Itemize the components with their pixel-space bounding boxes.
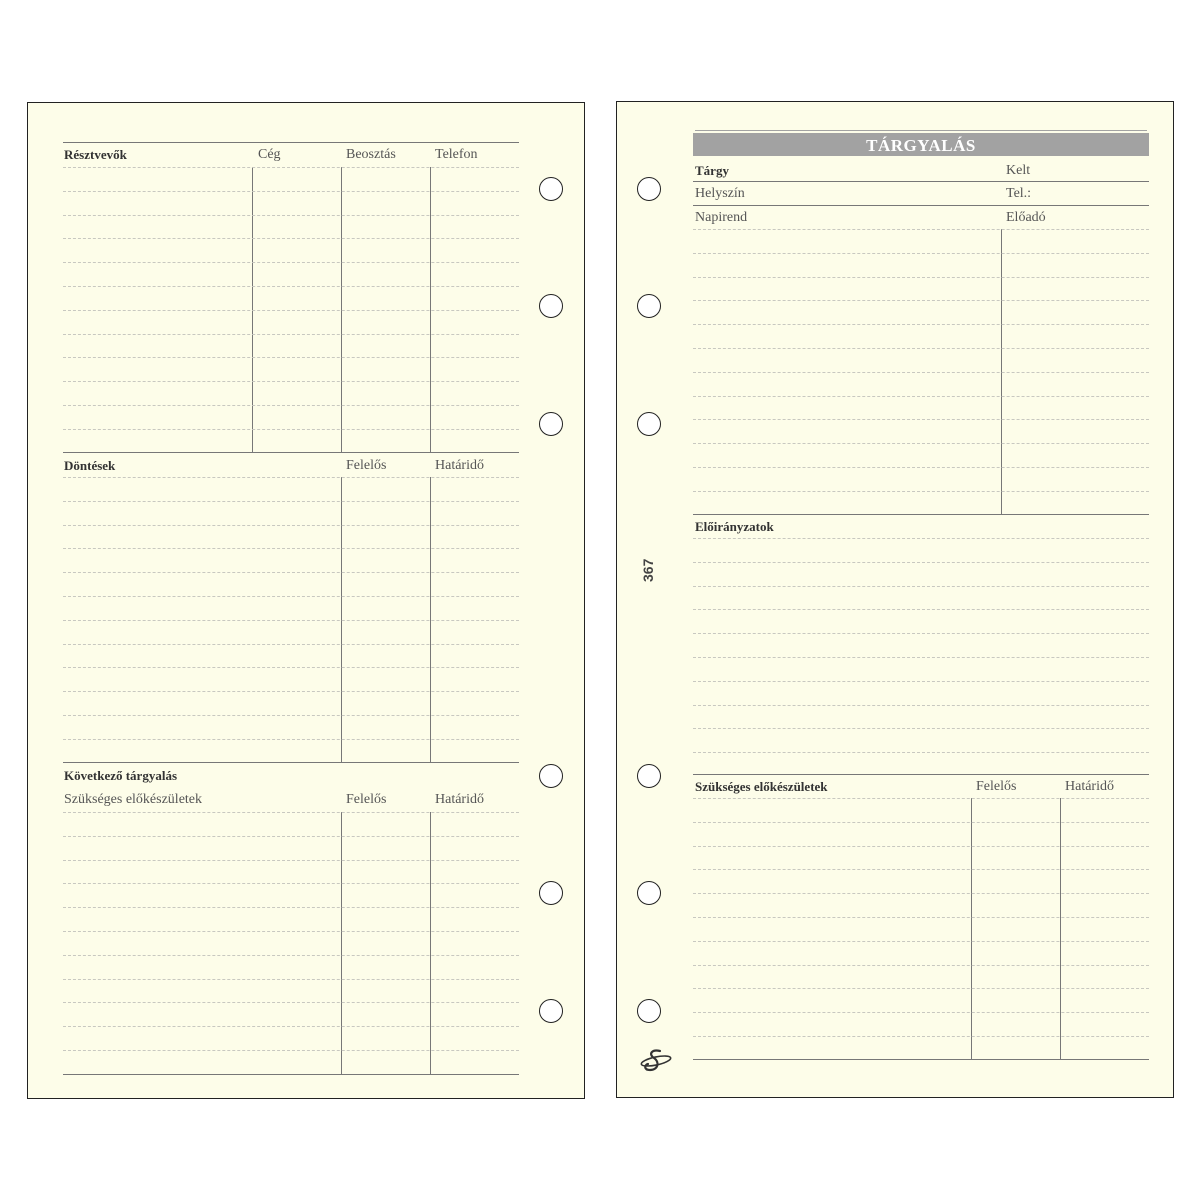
- writing-line: [693, 705, 1149, 706]
- right-page-bottom-rule: [693, 1059, 1149, 1060]
- writing-line: [63, 334, 519, 335]
- next-meeting-divider-1: [341, 812, 342, 1074]
- writing-line: [63, 667, 519, 668]
- writing-line: [63, 215, 519, 216]
- writing-line: [693, 586, 1149, 587]
- writing-line: [63, 429, 519, 430]
- writing-line: [693, 443, 1149, 444]
- writing-line: [693, 300, 1149, 301]
- writing-line: [693, 324, 1149, 325]
- writing-line: [63, 477, 519, 478]
- location-label: Helyszín: [695, 186, 745, 201]
- writing-line: [63, 548, 519, 549]
- writing-line: [693, 277, 1149, 278]
- writing-line: [693, 491, 1149, 492]
- writing-line: [63, 860, 519, 861]
- writing-line: [63, 979, 519, 980]
- writing-line: [693, 846, 1149, 847]
- writing-line: [63, 955, 519, 956]
- next-meeting-subheading: Szükséges előkészületek: [64, 792, 203, 807]
- writing-line: [63, 596, 519, 597]
- writing-line: [693, 229, 1149, 230]
- writing-line: [693, 633, 1149, 634]
- writing-line: [693, 657, 1149, 658]
- writing-line: [63, 238, 519, 239]
- meeting-title-bar: [693, 133, 1149, 156]
- right-planner-sheet: [616, 101, 1174, 1098]
- writing-line: [63, 836, 519, 837]
- writing-line: [63, 381, 519, 382]
- writing-line: [63, 405, 519, 406]
- next-meeting-col-responsible: Felelős: [346, 792, 387, 807]
- writing-line: [693, 609, 1149, 610]
- writing-line: [693, 419, 1149, 420]
- writing-line: [693, 798, 1149, 799]
- right-sheet-hole: [637, 999, 661, 1023]
- writing-line: [63, 739, 519, 740]
- writing-line: [693, 965, 1149, 966]
- next-meeting-heading: Következő tárgyalás: [64, 768, 178, 783]
- writing-line: [693, 893, 1149, 894]
- writing-line: [693, 988, 1149, 989]
- writing-line: [63, 357, 519, 358]
- writing-line: [63, 310, 519, 311]
- writing-line: [693, 1012, 1149, 1013]
- right-sheet-hole: [637, 177, 661, 201]
- right-sheet-hole: [637, 764, 661, 788]
- decisions-col-deadline: Határidő: [435, 458, 484, 473]
- writing-line: [63, 1026, 519, 1027]
- participants-heading: Résztvevők: [64, 147, 127, 162]
- writing-line: [693, 681, 1149, 682]
- agenda-bottom-rule: [693, 514, 1149, 515]
- writing-line: [63, 501, 519, 502]
- phone-label: Tel.:: [1006, 186, 1032, 201]
- writing-line: [63, 620, 519, 621]
- left-sheet-hole: [539, 999, 563, 1023]
- writing-line: [693, 728, 1149, 729]
- writing-line: [693, 752, 1149, 753]
- presenter-label: Előadó: [1006, 210, 1046, 225]
- right-sheet-hole: [637, 294, 661, 318]
- writing-line: [63, 644, 519, 645]
- preparations-divider-2: [1060, 798, 1061, 1059]
- participants-col-phone: Telefon: [435, 147, 478, 162]
- writing-line: [693, 538, 1149, 539]
- left-sheet-hole: [539, 412, 563, 436]
- writing-line: [63, 572, 519, 573]
- writing-line: [63, 1002, 519, 1003]
- writing-line: [693, 562, 1149, 563]
- participants-bottom-rule: [63, 452, 519, 453]
- preparations-heading: Szükséges előkészületek: [695, 779, 828, 794]
- writing-line: [693, 822, 1149, 823]
- writing-line: [693, 372, 1149, 373]
- writing-line: [63, 1050, 519, 1051]
- decisions-col-responsible: Felelős: [346, 458, 387, 473]
- location-rule: [693, 205, 1149, 206]
- writing-line: [63, 691, 519, 692]
- subject-label: Tárgy: [695, 163, 729, 178]
- writing-line: [63, 715, 519, 716]
- writing-line: [63, 812, 519, 813]
- writing-line: [63, 262, 519, 263]
- left-sheet-hole: [539, 177, 563, 201]
- writing-line: [693, 396, 1149, 397]
- writing-line: [63, 525, 519, 526]
- right-sheet-hole: [637, 412, 661, 436]
- writing-line: [63, 191, 519, 192]
- writing-line: [63, 931, 519, 932]
- left-page-bottom-rule: [63, 1074, 519, 1075]
- left-sheet-hole: [539, 881, 563, 905]
- estimates-heading: Előirányzatok: [695, 519, 774, 534]
- decisions-heading: Döntések: [64, 458, 116, 473]
- decisions-bottom-rule: [63, 762, 519, 763]
- writing-line: [693, 467, 1149, 468]
- left-planner-sheet: [27, 102, 585, 1099]
- writing-line: [693, 348, 1149, 349]
- right-sheet-hole: [637, 881, 661, 905]
- preparations-col-deadline: Határidő: [1065, 779, 1114, 794]
- subject-rule: [693, 181, 1149, 182]
- participants-col-position: Beosztás: [346, 147, 396, 162]
- writing-line: [63, 167, 519, 168]
- next-meeting-divider-2: [430, 812, 431, 1074]
- writing-line: [63, 883, 519, 884]
- writing-line: [693, 1036, 1149, 1037]
- participants-col-company: Cég: [258, 147, 281, 162]
- next-meeting-col-deadline: Határidő: [435, 792, 484, 807]
- preparations-divider-1: [971, 798, 972, 1059]
- preparations-col-responsible: Felelős: [976, 779, 1017, 794]
- writing-line: [693, 917, 1149, 918]
- agenda-label: Napirend: [695, 210, 748, 225]
- writing-line: [693, 869, 1149, 870]
- writing-line: [693, 941, 1149, 942]
- page-number: 367: [640, 558, 656, 582]
- writing-line: [63, 286, 519, 287]
- participants-top-rule: [63, 142, 519, 143]
- publisher-logo-icon: [638, 1046, 674, 1076]
- estimates-bottom-rule: [693, 774, 1149, 775]
- meeting-title: TÁRGYALÁS: [866, 136, 976, 155]
- left-sheet-hole: [539, 294, 563, 318]
- date-label: Kelt: [1006, 163, 1031, 178]
- writing-line: [693, 253, 1149, 254]
- left-sheet-hole: [539, 764, 563, 788]
- writing-line: [63, 907, 519, 908]
